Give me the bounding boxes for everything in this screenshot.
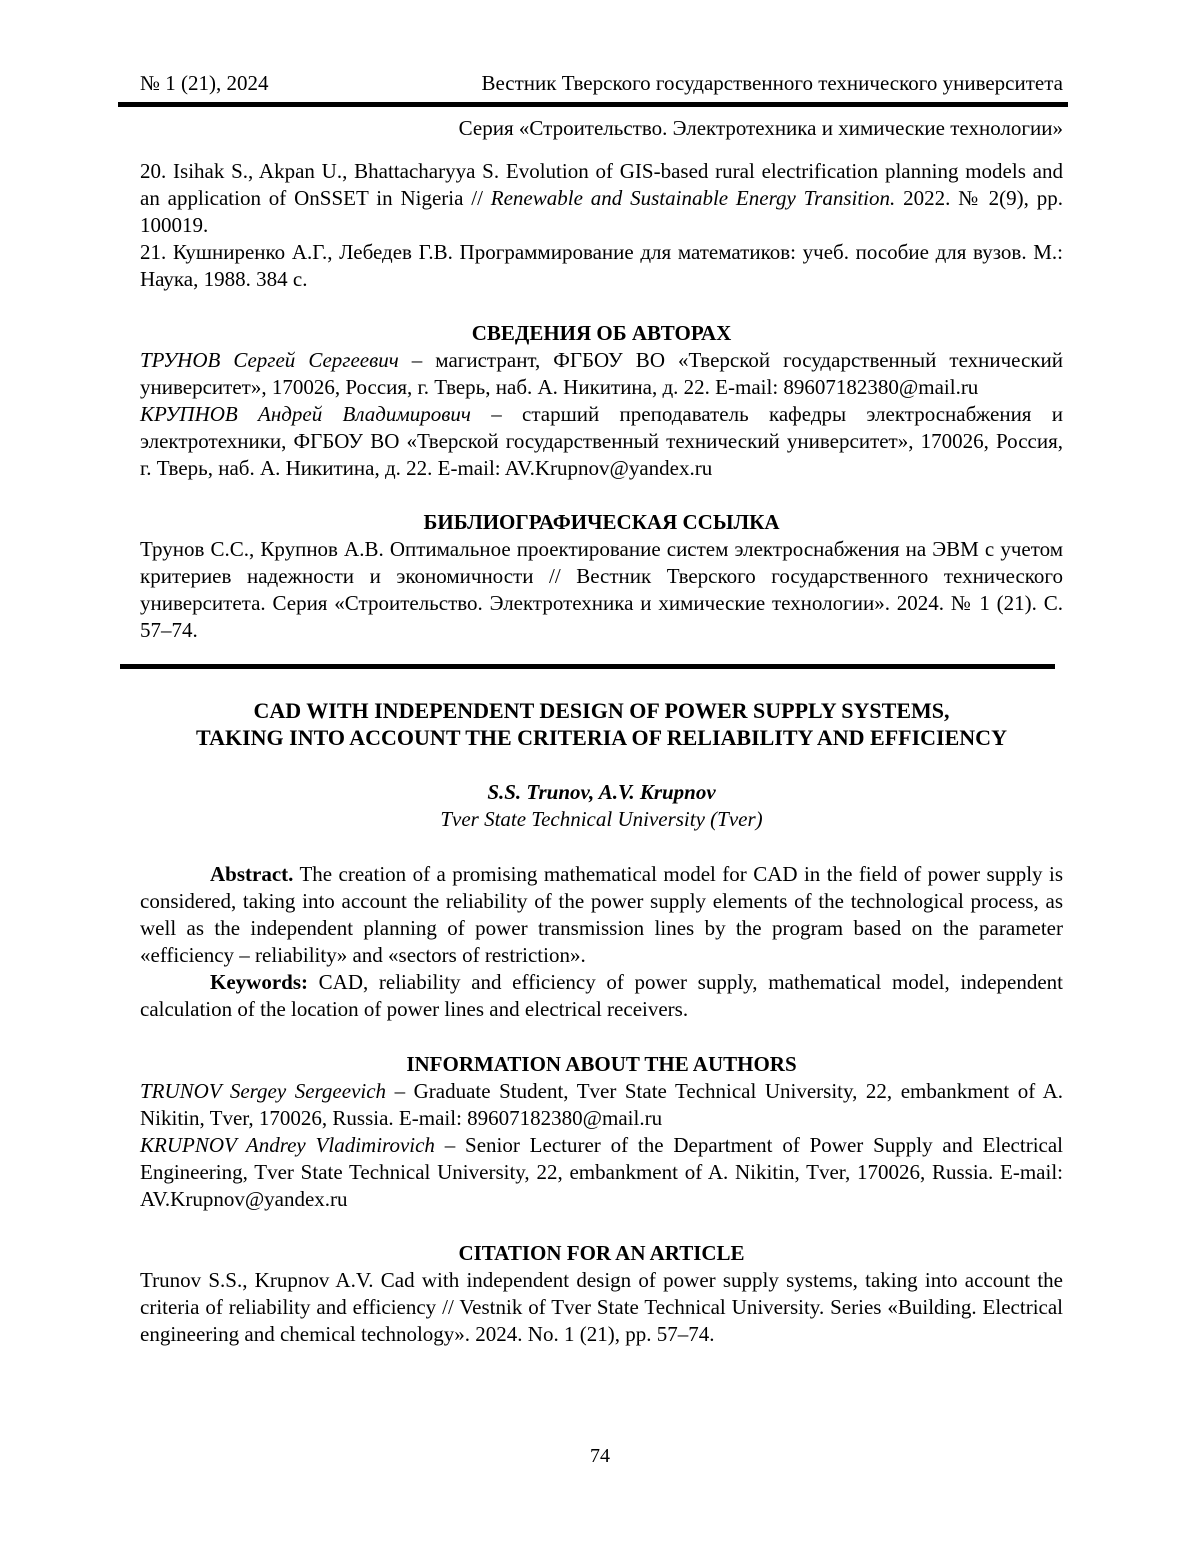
article-title-en <box>140 697 1063 751</box>
abstract-label: Abstract. <box>210 862 294 886</box>
abstract-text: The creation of a promising mathematical model for CAD in the field of power supply is considered, taking into account the reliability of the power supply elements of the technological process, as well as the independent planning of power transmission lines by the program based on the parameter «efficiency – reliability» and «sectors of restriction». <box>140 862 1063 967</box>
ru-author-details-krupnov: – старший преподаватель кафедры электроснабжения и электротехники, ФГБОУ ВО «Тверской государственный технический университет», 170026, Россия, г. Тверь, наб. А. Никитина, д. 22. E-mail: AV.Krupnov@yandex.ru <box>140 402 1063 480</box>
section-heading-ru-citation: БИБЛИОГРАФИЧЕСКАЯ ССЫЛКА <box>423 510 780 534</box>
separator-rule <box>120 664 1055 669</box>
abstract-paragraph <box>140 861 1063 969</box>
reference-20-tail: 2022. № 2(9), pp. 100019. <box>140 186 1063 237</box>
ru-citation-text: Трунов С.С., Крупнов А.В. Оптимальное проектирование систем электроснабжения на ЭВМ с учетом критериев надежности и экономичности // Вестник Тверского государственного технического университета. Серия «Строительство. Электротехника и химические технологии». 2024. № 1 (21). С. 57–74. <box>140 537 1063 642</box>
section-heading-en-citation: CITATION FOR AN ARTICLE <box>458 1241 745 1265</box>
article-authors-en: S.S. Trunov, A.V. Krupnov <box>487 780 716 804</box>
page-number: 74 <box>590 1445 610 1467</box>
abstract-section <box>140 861 1063 1023</box>
ru-authors-section <box>140 347 1063 482</box>
section-heading-ru-authors: СВЕДЕНИЯ ОБ АВТОРАХ <box>471 321 732 345</box>
reference-item-20 <box>140 158 1063 239</box>
keywords-paragraph <box>140 969 1063 1023</box>
en-author-details-trunov: – Graduate Student, Tver State Technical University, 22, embankment of A. Nikitin, Tver, 170026, Russia. E-mail: 89607182380@mail.ru <box>140 1079 1064 1130</box>
article-title-line2: TAKING INTO ACCOUNT THE CRITERIA OF RELIABILITY AND EFFICIENCY <box>196 725 1007 750</box>
journal-title: Вестник Тверского государственного технического университета <box>481 71 1063 95</box>
en-authors-section <box>140 1078 1063 1213</box>
en-author-item <box>140 1132 1063 1213</box>
references-section <box>140 158 1063 293</box>
series-title: Серия «Строительство. Электротехника и химические технологии» <box>458 116 1063 140</box>
keywords-label: Keywords: <box>210 970 308 994</box>
header-row <box>140 70 1063 102</box>
issue-number: № 1 (21), 2024 <box>140 71 269 95</box>
header-rule <box>118 102 1068 107</box>
article-affiliation-en: Tver State Technical University (Tver) <box>440 807 763 831</box>
reference-20-lead: 20. Isihak S., Akpan U., Bhattacharyya S. Evolution of GIS-based rural electrification planning models and an application of OnSSET in Nigeria // <box>140 159 1063 210</box>
article-title-line1: CAD WITH INDEPENDENT DESIGN OF POWER SUPPLY SYSTEMS, <box>253 698 950 723</box>
en-author-name-trunov: TRUNOV Sergey Sergeevich <box>140 1079 387 1103</box>
en-citation-text: Trunov S.S., Krupnov A.V. Cad with independent design of power supply systems, taking into account the criteria of reliability and efficiency // Vestnik of Tver State Technical University. Series «Building. Electrical engineering and chemical technology». 2024. No. 1 (21), pp. 57–74. <box>140 1268 1063 1346</box>
en-author-item <box>140 1078 1063 1132</box>
reference-20-journal: Renewable and Sustainable Energy Transition. <box>490 186 896 210</box>
section-heading-en-authors: INFORMATION ABOUT THE AUTHORS <box>406 1052 797 1076</box>
ru-author-details-trunov: – магистрант, ФГБОУ ВО «Тверской государственный технический университет», 170026, Россия, г. Тверь, наб. А. Никитина, д. 22. E-mail: 89607182380@mail.ru <box>140 348 1063 399</box>
reference-item-21: 21. Кушниренко А.Г., Лебедев Г.В. Программирование для математиков: учеб. пособие для вузов. М.: Наука, 1988. 384 с. <box>140 240 1063 291</box>
en-author-details-krupnov: – Senior Lecturer of the Department of Power Supply and Electrical Engineering, Tver State Technical University, 22, embankment of A. Nikitin, Tver, 170026, Russia. E-mail: AV.Krupnov@yandex.ru <box>140 1133 1063 1211</box>
ru-author-item <box>140 401 1063 482</box>
ru-author-name-trunov: ТРУНОВ Сергей Сергеевич <box>140 348 399 372</box>
en-author-name-krupnov: KRUPNOV Andrey Vladimirovich <box>140 1133 435 1157</box>
page-header <box>140 70 1063 142</box>
keywords-text: CAD, reliability and efficiency of power supply, mathematical model, independent calculation of the location of power lines and electrical receivers. <box>140 970 1063 1021</box>
ru-author-name-krupnov: КРУПНОВ Андрей Владимирович <box>140 402 471 426</box>
ru-author-item <box>140 347 1063 401</box>
